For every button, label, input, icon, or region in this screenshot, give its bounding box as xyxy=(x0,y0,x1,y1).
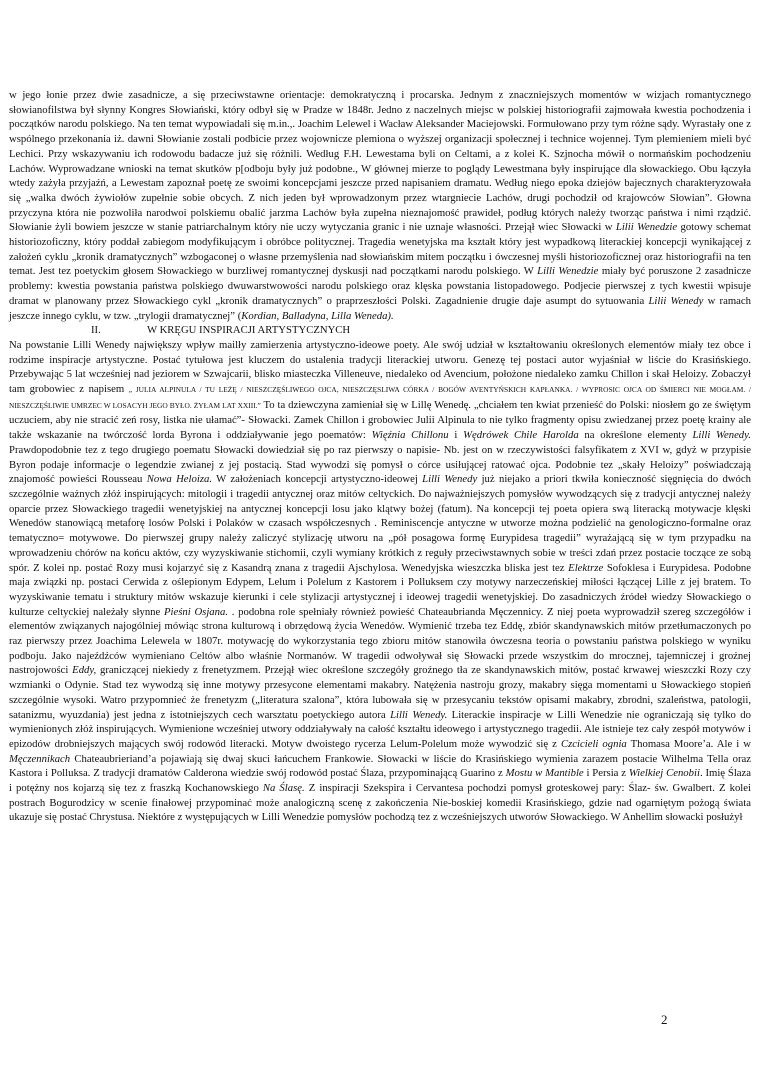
section-title: W KRĘGU INSPIRACJI ARTYSTYCZNYCH xyxy=(147,324,351,337)
para2-run: Sofoklesa i Eurypidesa. Podobne maja związki np. postaci Cerwida z oślepionym Edypem, Lelum i Polelum z Kastorem i Polluksem czy motywy narzeczeńskiej miłości łączącej Lille z jej bratem. To wyzyskiwanie tematu i struktury mitów wskazuje kierunki i cele stylizacji artystycznej i ideowej tragedii wenetyjskiej. Do zasadniczych źródeł wiedzy Słowackiego o kulturze celtyckiej należały słynne xyxy=(9,561,752,618)
section-number: II. xyxy=(91,324,101,337)
para2-run: Eddy, xyxy=(72,664,97,677)
para2-run: . podobna role spełniały również powieść Chateaubrianda Męczennicy. Z niej poeta wyprowadził szereg szczegółów i elementów związanych najogólniej mówiąc strona kulturową i obrzędową życia Wenedów. Wymienić trzeba tez Eddę, zbiór skandynawskich mitów przetłumaczonych po raz pierwszy przez Joachima Lelewela w 1807r. motywację do wykorzystania tego zbioru mitów stanowiła ówczesna teoria o powstaniu państwa polskiego w wyniku podboju. Jako najeźdźców wymieniano Celtów albo właśnie Normanów. W tragedii odwoływał się Słowacki przede wszystkim do mrocznej, tajemniczej i groźnej nastrojowości xyxy=(9,605,751,677)
para2-run: Nowa Heloiza. xyxy=(146,473,212,486)
paragraph-inspirations xyxy=(9,338,751,825)
para2-run: i Persia z xyxy=(583,767,629,780)
para1-run: Kordian, Balladyna, Lilla Weneda). xyxy=(241,309,394,322)
para2-run: . Imię Ślaza i potężny nos kojarzą się tez z fraszką Kochanowskiego xyxy=(9,767,752,795)
para1-run: Lilli Wenedzie xyxy=(537,265,599,278)
para1-run: gotowy schemat historiozoficzny, który poddał zabiegom modyfikującym i obróbce politycznej. Tragedia wenetyjska ma kształt który jest wypadkową literackiej koncepcji wynikającej z założeń cyklu „kronik dramatycznych” wzbogaconej o własne przemyślenia nad słowiańskim mitem początku i ówczesnej myśli historiozoficznej oraz historiografii na ten temat. Jest tez poetyckim głosem Słowackiego w burzliwej romantycznej dyskusji nad początkami narodu polskiego. W xyxy=(9,221,751,278)
para2-run: Lilli Wenedy xyxy=(422,473,478,486)
para2-run: Elektrze xyxy=(568,561,604,574)
para2-run: Chateaubrieriand’a pojawiają się dwaj skuci łańcuchem Frankowie. Słowacki w liście do Krasińskiego wymienia zarazem postacie Wilhelma Tella oraz Kastora i Polluksa. Z tradycji dramatów Calderona wiedzie swój rodowód postać Ślaza, przypominającą Guarino z xyxy=(9,752,751,780)
para2-run: Mostu w Mantible xyxy=(505,767,584,780)
para2-run: Thomasa Moore’a. Ale i w xyxy=(626,737,751,750)
para1-run: Lilii Wenedzie xyxy=(615,221,678,234)
para2-run: Lilli Wenedy. xyxy=(692,429,751,442)
para1-run: Lilii Wenedy xyxy=(648,294,704,307)
para1-run: w jego łonie przez dwie zasadnicze, a się przeciwstawne orientacje: demokratyczną i procarska. Jednym z znaczniejszych momentów w wizjach romantycznego słowianofilstwa był słynny Kongres Słowiański, który odbył się w Pradze w 1848r. Jedno z naczelnych miejsc w polskiej historiografii zajmowała kwestia pochodzenia i początków narodu polskiego. Na ten temat wypowiadali się m.in.,. Joachim Lelewel i Wacław Aleksander Maciejowski. Formułowano przy tym różne sądy. Wyrastały one z wspólnego przekonania iż. dawni Słowianie zostali podbicie przez wojownicze plemiona o wyższej organizacji społecznej i technice wojennej. Tym plemieniem mieli być Lechici. Przy wskazywaniu ich rodowodu badacze już się różnili. Według F.H. Lewestama byli on Celtami, a z kolei K. Szjnocha mówił o normańskim pochodzeniu Lachów. Wyprowadzane wnioski na temat skutków p[odboju były już podobne., W głównej mierze to poglądy Lewestmana były inspirujące dla słowackiego. Obu łączyła wtedy zażyła przyjaźń, a Lewestam zapoznał poetę ze swoimi koncepcjami jeszcze przed napisaniem dramatu. Według niego epoka dziejów bajecznych charakteryzowała się „walka dwóch żywiołów zupełnie sobie obcych. Z nich jeden był wprowadzonym przez wtargniecie Lachów, drugi pochodził od krajowców Słowian”. Głowna przyczyna która nie pozwoliła narodwoi polskiemu obalić jarzma Lachów była zupełna nieznajomość prawideł, podług których należy tworząc państwa i nimi rządzić. Słowianie żyli bowiem jeszcze w stanie patriarchalnym który nie uczy wytyczania granic i nie uznaje własności. Przejął wiec Słowacki w xyxy=(9,89,751,234)
para2-run: już niejako a priori tkwiła konieczność sięgnięcia do dwóch szczególnie ważnych złóż inspirujących: mitologii i tragedii antycznej oraz mitów celtyckich. Do najważniejszych pomysłów wywodzących się z tradycji antycznej należy oparcie przez Słowackiego tragedii wenetyjskiej na antycznej koncepcji losu jako klątwy bożej (fatum). Na koncepcji tej poeta opiera swą literacką motywacje klęski Wenedów stanowiącą metaforę losów Polski i Polaków w czasach współczesnych . Reminiscencje antyczne w utworze można podzielić na genologiczno-formalne oraz tematyczno= motywowe. Do pierwszej grupy należy zaliczyć stylizację utworu na „pół posagowa formę Eurypidesa tragedii” wyrażającą się w tym przypadku na wprowadzeniu chórów na końcu aktów, czy wyzyskiwanie stichomii, czyli wymiany krótkich z reguły przeciwstawnych sobie w treści zdań przez postacie toczące ze sobą spór. Z kolei np. postać Rozy musi kojarzyć się z Kasandrą znana z tragedii Ajschylosa. Wenedyjska wieszczka bliska jest tez xyxy=(9,473,751,574)
para2-run: „ JULIA ALPINULA / TU LEŻĘ / NIESZCZĘŚLIWEGO OJCA, NIESZCZĘSLIWA CÓRKA / BOGÓW AVENTYŃSKICH KAPŁANKA. / WYPROSIC OJCA OD ŚMIERCI NIE MOGŁAM. / NIESZCZĘŚLIWIE UMRZEC W LOSACYH JEGO BYŁO. ŻYŁAM LAT XXIII.” xyxy=(9,385,751,410)
para2-run: Lilli Wenedy. xyxy=(390,708,448,721)
para2-run: Na powstanie Lilli Wenedy największy wpływ mailły zamierzenia artystyczno-ideowe poety. Ale swój udział w kształtowaniu określonych elementów miały tez obce i rodzime inspiracje artystyczne. Postać tytułowa jest kluczem do ustalenia tradycji literackiej utworu. Genezę tej postaci autor wyjaśniał w liście do Krasińskiego. Przebywając 5 lat wcześniej nad jeziorem w Szwajcarii, blisko miasteczka Villeneuve, niedaleko od Avencium, położone niedaleko zamku Chillon i skał Heloizy. Zobaczył tam grobowiec z napisem xyxy=(9,338,751,396)
para2-run: graniczącej niekiedy z frenetyzmem. Przejął wiec określone szczegóły groźnego tła ze skandynawskich mitów, postać krwawej wieszczki Rozy czy wzmianki o Odynie. Stad tez wywodzą się inne motywy przesycone elementami makabry. Natężenia nastroju grozy, makabry sięga momentami u Słowackiego stopień szczególnie wysoki. Watro przypomnieć że frenetyzm („literatura szalona”, która lubowała się w przesycaniu tekstów opisami makabry, zbrodni, szaleństwa, patologii, satanizmu, wyuzdania) jest jedna z istotniejszych cech warsztatu poetyckiego autora xyxy=(9,664,751,721)
para2-run: Pieśni Osjana. xyxy=(164,605,228,618)
para2-run: Wielkiej Cenobii xyxy=(628,767,700,780)
para2-run: Wędrówek Chile Harolda xyxy=(463,429,579,442)
para2-run: Na Ślasę. xyxy=(262,782,305,795)
para2-run: Z inspiracji Szekspira i Cervantesa pochodzi pomysł groteskowej pary: Ślaz- św. Gwalbert. Z kolei postrach Bogurodzicy w scenie finałowej przypominać może analogiczną scenę z zakończenia Nie-boskiej komedii Krasińskiego, gdzie nad ogarniętym pożogą świata ukazuje się postać Chrystusa. Niektóre z występujących w Lilli Wenedzie pomysłów pochodzą tez z wcześniejszych utworów Słowackiego. W Anhellim słowacki posłużył xyxy=(9,782,751,824)
section-heading xyxy=(9,323,751,338)
page-number: 2 xyxy=(661,1012,668,1027)
para2-run: Literackie inspiracje w Lilli Wenedzie nie ograniczają się tylko do wymienionych złóż inspirujących. Wymienione wcześniej utwory oddziaływały na całość kształtu ideowego i artystycznego tragedii. Ale istnieje tez cały zespół motywów i epizodów drobniejszych mających swój rodowód literacki. Motyw dwoistego rycerza Lelum-Polelum może wywodzić się z xyxy=(9,708,751,750)
para2-run: W założeniach koncepcji artystyczno-ideowej xyxy=(212,473,423,486)
para2-run: Męczennikach xyxy=(9,752,71,765)
para2-run: Czcicieli ognia xyxy=(560,737,627,750)
para2-run: na określone elementy xyxy=(578,429,693,442)
paragraph-intro xyxy=(9,88,751,323)
para2-run: To ta dziewczyna zamieniał się w Lillę Wenedę. „chciałem ten kwiat przenieść do Polski: niosłem go ze świętym uczuciem, aby nie stracić zeń rosy, listka nie ułamać”- Słowacki. Zamek Chillon i grobowiec Julii Alpinula to nie tylko fragmenty opisu zwiedzanej przez poetę krainy ale także wskazanie na twórczość lorda Byrona i oddziaływanie jego poematów: xyxy=(9,398,751,442)
para1-run: miały być poruszone 2 zasadnicze problemy: kwestia powstania państwa polskiego dwuwarstwowości narodu polskiego oraz klęska powstania listopadowego. Podjecie pierwszej z tych kwestii wpisuje dramat w planowany przez Słowackiego cykl „kronik dramatycznych” o praprzeszłości Polski. Zagadnienie drugie daje asumpt do sytuowania xyxy=(9,265,751,307)
para2-run: Więźnia Chillonu xyxy=(371,429,449,442)
document-body xyxy=(9,88,751,825)
para1-run: w ramach jeszcze innego cyklu, w tzw. „trylogii dramatycznej” ( xyxy=(9,294,751,322)
para2-run: Prawdopodobnie tez z tego drugiego poematu Słowacki dowiedział się po raz pierwszy o napisie- Nb. jest on w rzeczywistości falsyfikatem z XVI w, gdyż w przypisie Byron podaje informacje o legendzie zwianej z jej postacią. Stad wywodzi się pomysł o córce usiłującej ratować ojca. Podobnie tez „skały Heloizy” poświadczają znajomość powieści Rousseau xyxy=(9,443,751,486)
para2-run: i xyxy=(448,429,464,442)
